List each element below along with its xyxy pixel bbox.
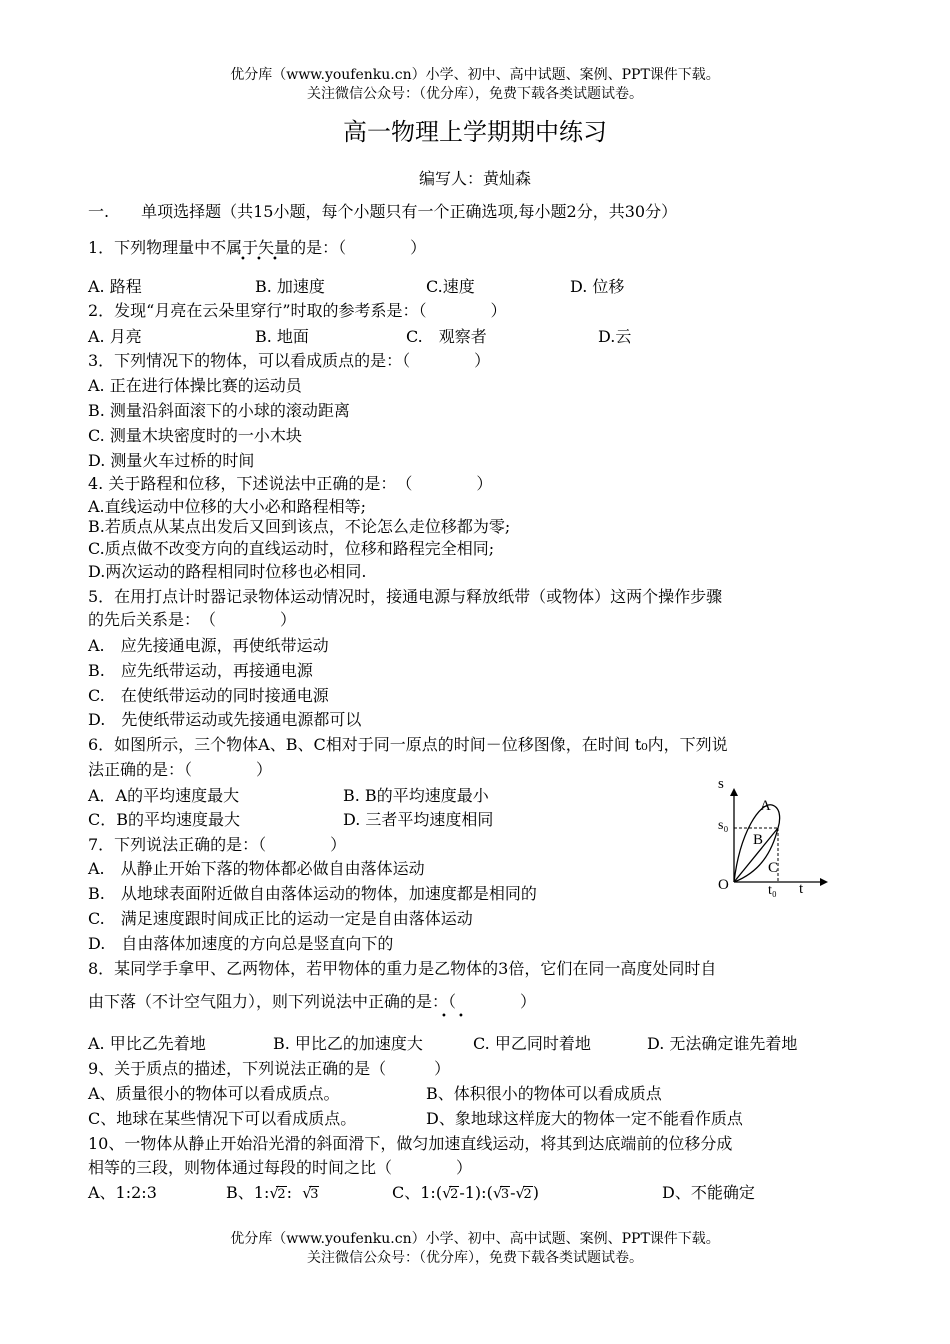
sqrt-3: √ 3 [302,1181,319,1207]
q7-option-a: A. 从静止开始下落的物体都必做自由落体运动 [88,859,425,878]
q5-stem-line-1: 5．在用打点计时器记录物体运动情况时，接通电源与释放纸带（或物体）这两个操作步骤 [88,587,723,606]
q6-stem-line-1: 6．如图所示，三个物体A、B、C相对于同一原点的时间－位移图像，在时间 t₀内，下列说 [88,735,728,754]
page-title: 高一物理上学期期中练习 [343,118,607,146]
q10-option-d: D、不能确定 [662,1183,755,1202]
q1-stem: 1．下列物理量中不属于矢量的是：（ ） [88,238,427,257]
q3-option-b: B. 测量沿斜面滚下的小球的滚动距离 [88,401,350,420]
q4-stem: 4. 关于路程和位移，下述说法中正确的是： （ ） [88,474,493,493]
q3-stem: 3．下列情况下的物体，可以看成质点的是：（ ） [88,351,491,370]
footer-line-2: 关注微信公众号：（优分库），免费下载各类试题试卷。 [307,1250,643,1266]
q4-option-d: D.两次运动的路程相同时位移也必相同. [88,562,367,581]
t-axis-label: t [799,881,804,897]
q8-option-b: B. 甲比乙的加速度大 [273,1034,423,1053]
q10-option-a: A、1:2:3 [88,1183,157,1202]
q8-stem-line-1: 8．某同学手拿甲、乙两物体，若甲物体的重力是乙物体的3倍，它们在同一高度处同时自 [88,959,717,978]
q2-option-d: D.云 [598,327,632,346]
q6-option-a: A．A的平均速度最大 [88,786,240,805]
q9-option-b: B、体积很小的物体可以看成质点 [426,1084,662,1103]
origin-label: O [718,877,729,893]
q10-stem-line-1: 10、一物体从静止开始沿光滑的斜面滑下，做匀加速直线运动，将其到达底端前的位移分成 [88,1134,733,1153]
q9-option-c: C、地球在某些情况下可以看成质点。 [88,1109,357,1128]
q1-option-a: A. 路程 [88,277,142,296]
q2-option-c: C. 观察者 [406,327,487,346]
q10-option-b: B、1:√ 2: √ 3 [226,1181,319,1207]
emphasis-dot: • [441,1011,447,1022]
q7-option-c: C. 满足速度跟时间成正比的运动一定是自由落体运动 [88,909,473,928]
emphasis-dot: • [458,1011,464,1022]
t-axis-arrow [820,878,828,886]
q5-option-b: B. 应先纸带运动，再接通电源 [88,661,313,680]
q1-option-b: B. 加速度 [255,277,325,296]
sqrt-2: √ 2 [269,1181,286,1207]
q6-option-c: C．B的平均速度最大 [88,810,241,829]
q10-option-b-text: B、1: [226,1183,270,1202]
emphasis-dot: • [272,254,278,265]
sqrt-2: √ 2 [442,1181,459,1207]
q5-option-a: A. 应先接通电源，再使纸带运动 [88,636,329,655]
label-c: C [768,860,779,876]
q4-option-c: C.质点做不改变方向的直线运动时，位移和路程完全相同; [88,539,495,558]
q10-stem-line-2: 相等的三段，则物体通过每段的时间之比（ ） [88,1158,473,1177]
header-line-1: 优分库（www.youfenku.cn）小学、初中、高中试题、案例、PPT课件下载。 [230,67,720,83]
q5-stem-line-2: 的先后关系是： （ ） [88,610,297,629]
q6-stem-line-2: 法正确的是：（ ） [88,760,273,779]
q4-option-b: B.若质点从某点出发后又回到该点，不论怎么走位移都为零; [88,517,511,536]
emphasis-dot: • [256,254,262,265]
q1-option-d: D. 位移 [570,277,625,296]
q4-option-a: A.直线运动中位移的大小必和路程相等; [88,497,367,516]
emphasis-dot: • [240,254,246,265]
s-axis-label: s [718,776,724,792]
q8-option-d: D. 无法确定谁先着地 [647,1034,798,1053]
q9-option-d: D、象地球这样庞大的物体一定不能看作质点 [426,1109,743,1128]
q2-option-a: A. 月亮 [88,327,142,346]
label-b: B [753,832,764,848]
header-line-2: 关注微信公众号：（优分库），免费下载各类试题试卷。 [307,86,643,102]
q8-option-c: C. 甲乙同时着地 [473,1034,591,1053]
t0-label: t₀ [768,883,777,898]
q3-option-c: C. 测量木块密度时的一小木块 [88,426,302,445]
q3-option-d: D. 测量火车过桥的时间 [88,451,255,470]
section-heading: 一. 单项选择题（共15小题，每个小题只有一个正确选项,每小题2分，共30分） [88,202,678,221]
q6-option-d: D. 三者平均速度相同 [343,810,494,829]
sqrt-2: √ 2 [516,1181,533,1207]
q7-stem: 7．下列说法正确的是：（ ） [88,835,347,854]
q9-stem: 9、关于质点的描述，下列说法正确的是（ ） [88,1059,451,1078]
q2-option-b: B. 地面 [255,327,309,346]
q10-option-c: C、1:(√ 2-1):(√ 3-√ 2) [392,1181,539,1207]
footer-line-1: 优分库（www.youfenku.cn）小学、初中、高中试题、案例、PPT课件下载。 [230,1231,720,1247]
q7-option-b: B. 从地球表面附近做自由落体运动的物体，加速度都是相同的 [88,884,537,903]
s0-label: s₀ [718,818,729,833]
q5-option-d: D. 先使纸带运动或先接通电源都可以 [88,710,362,729]
sqrt-3: √ 3 [493,1181,510,1207]
q9-option-a: A、质量很小的物体可以看成质点。 [88,1084,340,1103]
q2-stem: 2．发现“月亮在云朵里穿行”时取的参考系是：（ ） [88,301,507,320]
q7-option-d: D. 自由落体加速度的方向总是竖直向下的 [88,934,394,953]
q6-option-b: B. B的平均速度最小 [343,786,489,805]
st-graph-figure [710,772,840,900]
q3-option-a: A. 正在进行体操比赛的运动员 [88,376,302,395]
s-axis-arrow [730,788,738,796]
q8-stem-line-2: 由下落（不计空气阻力），则下列说法中正确的是：（ ） [88,992,537,1011]
q8-option-a: A. 甲比乙先着地 [88,1034,206,1053]
label-a: A [760,798,771,814]
author: 编写人：黄灿森 [418,169,531,188]
q1-option-c: C.速度 [426,277,475,296]
q5-option-c: C. 在使纸带运动的同时接通电源 [88,686,329,705]
